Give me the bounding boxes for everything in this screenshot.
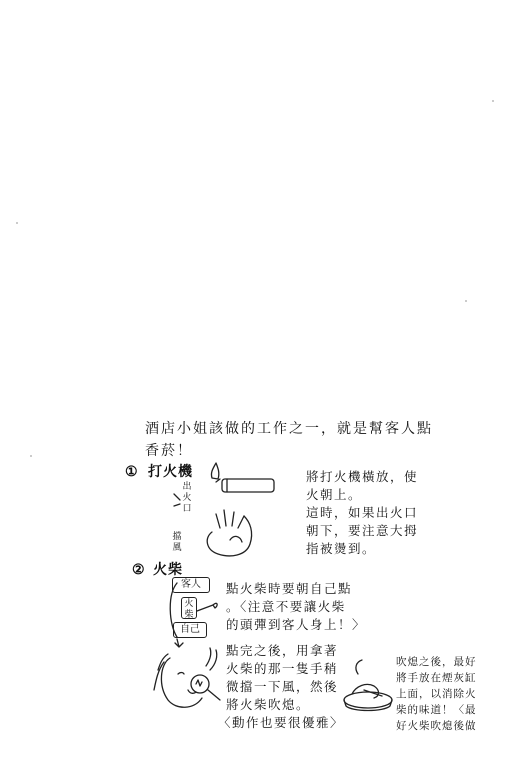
match-striking-illustration: [165, 575, 225, 650]
section1-text-5: 指被燙到。: [306, 541, 377, 556]
section1-title: 打火機: [148, 464, 193, 480]
section1-text-4: 朝下，要注意大拇: [306, 523, 419, 538]
self-box: 自己: [173, 622, 207, 638]
section2-text2-2: 火柴的那一隻手稍: [226, 661, 339, 676]
section2-text3-5: 好火柴吹熄後做: [396, 720, 477, 732]
intro-line-2: 香菸！: [145, 443, 193, 459]
matchbox-label: 火柴: [184, 599, 194, 620]
lighter-illustration: [190, 470, 290, 560]
section2-text3-4: 柴的味道！〈最: [396, 704, 477, 716]
scan-speck: [16, 222, 18, 224]
section2-text-3: 的頭彈到客人身上！〉: [226, 617, 367, 632]
section2-text2-1: 點完之後，用拿著: [226, 643, 339, 658]
section1-text-1: 將打火機橫放，使: [306, 469, 419, 484]
scan-speck: [492, 100, 494, 102]
section2-title: 火柴: [153, 562, 183, 578]
label-fire-outlet: 出火口: [182, 482, 192, 514]
section1-number: ①: [125, 464, 139, 480]
section2-text3-3: 上面，以消除火: [396, 688, 477, 700]
scan-speck: [465, 300, 467, 302]
section2-text2-4: 將火柴吹熄。: [226, 697, 311, 712]
outlet-pointer: [172, 492, 184, 512]
section2-text3-1: 吹熄之後，最好: [396, 656, 477, 668]
section1-text-2: 火朝上。: [306, 487, 363, 502]
section2-number: ②: [132, 562, 146, 578]
blowing-match-illustration: [150, 640, 226, 720]
customer-box: 客人: [172, 577, 210, 593]
section2-text3-2: 將手放在煙灰缸: [396, 672, 477, 684]
section1-text-3: 這時，如果出火口: [306, 505, 419, 520]
section2-text2-5: 〈動作也要很優雅〉: [218, 715, 345, 730]
ashtray-illustration: [338, 660, 398, 716]
label-wind-shield: 擋風: [172, 532, 182, 553]
section2-text-2: 。〈注意不要讓火柴: [226, 599, 346, 614]
section2-text-1: 點火柴時要朝自己點: [226, 581, 353, 596]
section2-text2-3: 微擋一下風，然後: [226, 679, 339, 694]
scan-speck: [30, 455, 32, 457]
intro-line-1: 酒店小姐該做的工作之一，就是幫客人點: [145, 421, 433, 437]
